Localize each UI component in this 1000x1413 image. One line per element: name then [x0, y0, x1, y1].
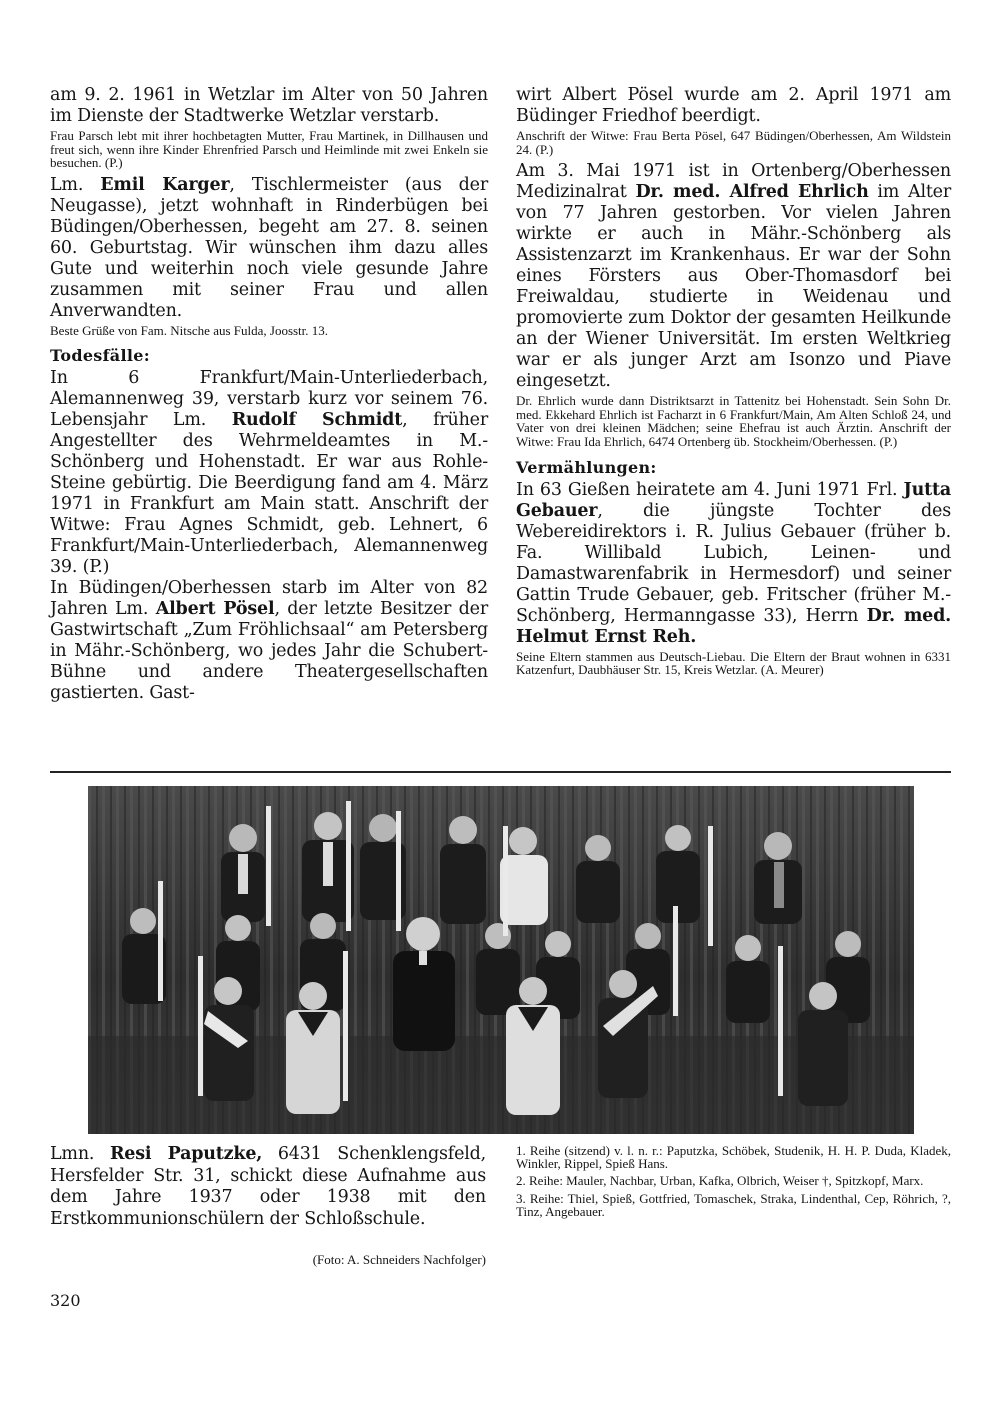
photo-name-list — [516, 1144, 951, 1222]
text-segment: Lm. — [50, 174, 101, 195]
row-3-names: 3. Reihe: Thiel, Spieß, Gottfried, Tomaschek, Straka, Lindenthal, Cep, Röhrich, ?, Tinz, Angebauer. — [516, 1190, 951, 1219]
paragraph-karger — [50, 175, 488, 322]
page-number: 320 — [50, 1291, 81, 1310]
text-segment: im Alter von 77 Jahren gestorben. Vor vielen Jahren wirkte er auch in Mähr.-Schönberg als Assistenzarzt im Krankenhaus. Er war der Sohn eines Försters aus Ober-Thomasdorf bei Freiwaldau, studierte in Weidenau und promovierte zum Doktor der gesamten Heilkunde an der Wiener Universität. Im ersten Weltkrieg war er als junger Arzt am Isonzo und Piave eingesetzt. — [516, 182, 951, 392]
photo-caption — [50, 1144, 486, 1230]
note-nitsche: Beste Grüße von Fam. Nitsche aus Fulda, Joosstr. 13. — [50, 322, 329, 338]
note-poesel-widow: Anschrift der Witwe: Frau Berta Pösel, 647 Büdingen/Oberhessen, Am Wildstein 24. (P.) — [516, 128, 951, 157]
paragraph-gebauer — [516, 480, 951, 648]
photo-illustration — [88, 786, 914, 1134]
row-2-names: 2. Reihe: Mauler, Nachbar, Urban, Kafka, Olbrich, Weiser †, Spitzkopf, Marx. — [516, 1173, 924, 1189]
text-segment: In Büdingen/Oberhessen starb im Alter von 82 Jahren Lm. — [50, 578, 488, 620]
person-name: Dr. med. Helmut Ernst Reh. — [516, 605, 952, 647]
photo-credit: (Foto: A. Schneiders Nachfolger) — [312, 1252, 486, 1267]
right-column — [516, 85, 951, 682]
section-heading-weddings: Vermählungen: — [516, 457, 657, 477]
paragraph-poesel-continued: wirt Albert Pösel wurde am 2. April 1971 am Büdinger Friedhof beerdigt. — [516, 85, 951, 126]
text-segment: 6431 Schenklengsfeld, Hersfelder Str. 31, schickt diese Aufnahme aus dem Jahre 1937 oder 1938 mit den Erstkommunionschülern der Schloßschule. — [50, 1144, 486, 1229]
row-1-names: 1. Reihe (sitzend) v. l. n. r.: Paputzka, Schöbek, Studenik, H. H. P. Duda, Kladek, Winkler, Rippel, Spieß Hans. — [516, 1143, 951, 1172]
horizontal-divider — [50, 771, 951, 773]
caption-text — [50, 1144, 486, 1230]
text-segment: , der letzte Besitzer der Gastwirtschaft „Zum Fröhlichsaal“ am Petersberg in Mähr.-Schönberg, wo jedes Jahr die Schubert-Bühne und andere Theatergesellschaften gastierten. Gast- — [50, 599, 489, 704]
note-ehrlich: Dr. Ehrlich wurde dann Distriktsarzt in Tattenitz bei Hohenstadt. Sein Sohn Dr. med. Ekkehard Ehrlich ist Facharzt in 6 Frankfurt/Main, Am Alten Schloß 24, und Vater von drei kleinen Mädchen; seine Ehefrau ist auch Ärztin. Anschrift der Witwe: Frau Ida Ehrlich, 6474 Ortenberg üb. Stockheim/Oberhessen. (P.) — [516, 393, 951, 449]
text-segment: , die jüngste Tochter des Webereidirektors i. R. Julius Gebauer (früher b. Fa. Willibald Lubich, Leinen- und Damastwarenfabrik in Hermesdorf) und seiner Gattin Trude Gebauer, geb. Fritscher (früher M.-Schönberg, Hermanngasse 33), Herrn — [516, 500, 951, 626]
text-segment: , Tischlermeister (aus der Neugasse), jetzt wohnhaft in Rinderbügen bei Büdingen/Oberhessen, begeht am 27. 8. seinen 60. Geburtstag. Wir wünschen ihm dazu alles Gute und weiterhin noch viele gesunde Jahre zusammen mit seiner Frau und allen Anverwandten. — [50, 174, 489, 321]
text-segment: Lmn. — [50, 1144, 110, 1164]
note-reh: Seine Eltern stammen aus Deutsch-Liebau. Die Eltern der Braut wohnen in 6331 Katzenfurt, Daubhäuser Str. 15, Kreis Wetzlar. (A. Meurer) — [516, 648, 951, 678]
text-segment: In 63 Gießen heiratete am 4. Juni 1971 Frl. — [516, 479, 904, 500]
paragraph-wetzlar: am 9. 2. 1961 in Wetzlar im Alter von 50 Jahren im Dienste der Stadtwerke Wetzlar verstarb. — [50, 85, 488, 126]
text-segment: Am 3. Mai 1971 ist in Ortenberg/Oberhessen Medizinalrat — [516, 161, 951, 203]
note-parsch: Frau Parsch lebt mit ihrer hochbetagten Mutter, Frau Martinek, in Dillhausen und freut sich, wenn ihre Kinder Ehrenfried Parsch und Heimlinde mit zwei Enkeln sie besuchen. (P.) — [50, 128, 488, 171]
person-name: Resi Paputzke, — [109, 1144, 263, 1164]
text-segment: , früher Angestellter des Wehrmeldeamtes in M.-Schönberg und Hohenstadt. Er war aus Rohle-Steine gebürtig. Die Beerdigung fand am 4. März 1971 in Frankfurt am Main statt. Anschrift der Witwe: Frau Agnes Schmidt, geb. Lehnert, 6 Frankfurt/Main-Unterliederbach, Alemannenweg 39. (P.) — [50, 410, 488, 578]
paragraph-ehrlich — [516, 161, 951, 392]
person-name: Emil Karger — [100, 174, 230, 195]
paragraph-schmidt — [50, 368, 488, 578]
group-photo — [88, 786, 914, 1134]
paragraph-poesel — [50, 578, 488, 704]
person-name: Dr. med. Alfred Ehrlich — [635, 182, 869, 203]
left-column — [50, 85, 488, 704]
person-name: Albert Pösel — [155, 599, 275, 620]
person-name: Jutta Gebauer — [516, 479, 951, 521]
person-name: Rudolf Schmidt — [231, 410, 403, 431]
text-segment: In 6 Frankfurt/Main-Unterliederbach, Alemannenweg 39, verstarb kurz vor seinem 76. Lebensjahr Lm. — [50, 368, 488, 431]
section-heading-deaths: Todesfälle: — [50, 346, 150, 366]
